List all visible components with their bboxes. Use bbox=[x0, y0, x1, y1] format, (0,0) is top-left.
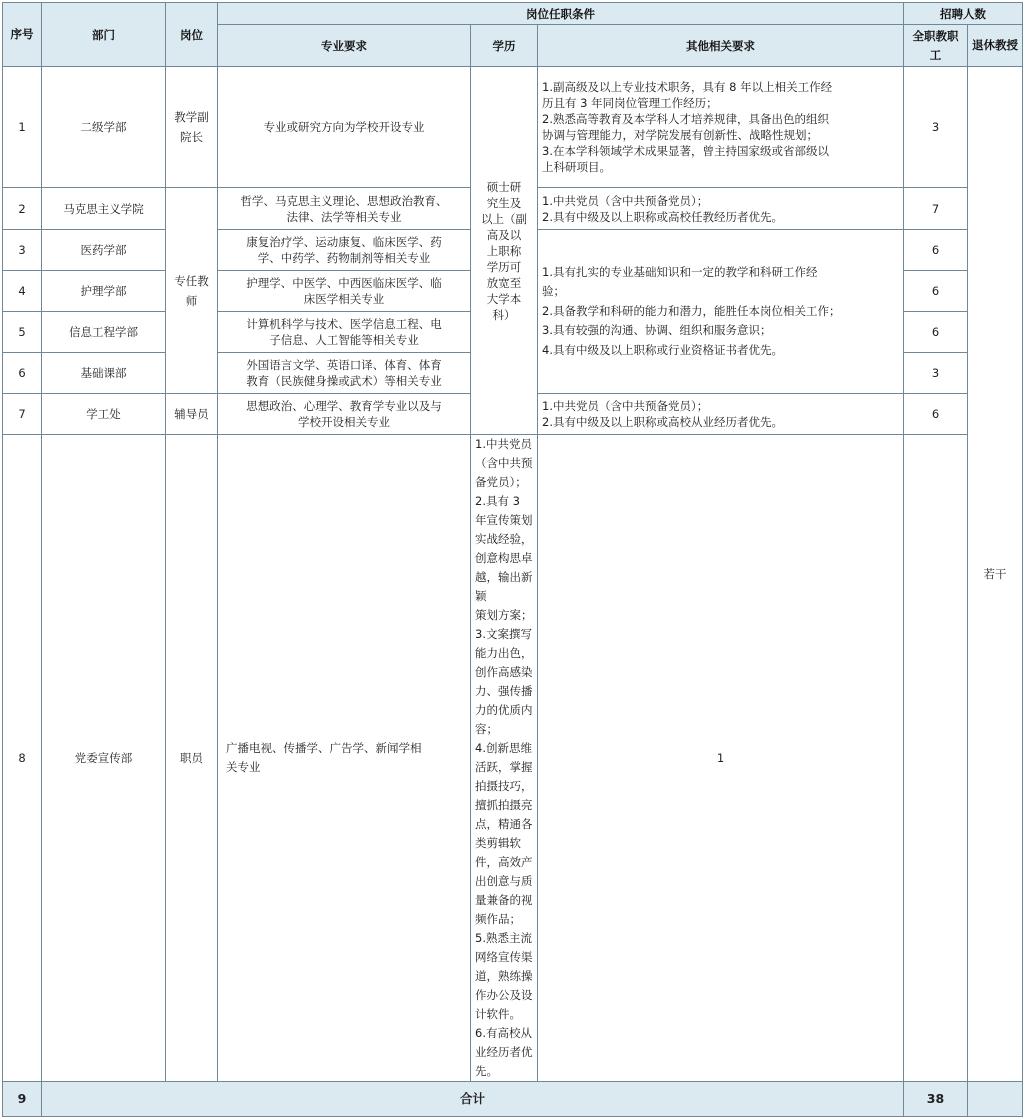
cell-degree-shared: 硕士研 究生及 以上（副 高及以 上职称 学历可 放宽至 大学本 科） bbox=[471, 67, 538, 435]
cell-seq: 6 bbox=[3, 353, 42, 394]
cell-fulltime: 3 bbox=[904, 353, 968, 394]
cell-retired-shared: 若干 bbox=[968, 67, 1023, 1082]
cell-seq: 5 bbox=[3, 312, 42, 353]
cell-other: 1.副高级及以上专业技术职务，具有 8 年以上相关工作经 历且有 3 年同岗位管理工作经历； 2.熟悉高等教育及本学科人才培养规律，具备出色的组织 协调与管理能力，对学院发展有创新性、战略性规划； 3.在本学科领域学术成果显著，曾主持国家级或省部级以 上科研项目。 bbox=[538, 67, 904, 188]
cell-major: 思想政治、心理学、教育学专业以及与 学校开设相关专业 bbox=[218, 394, 471, 435]
cell-major: 哲学、马克思主义理论、思想政治教育、 法律、法学等相关专业 bbox=[218, 188, 471, 230]
cell-seq: 7 bbox=[3, 394, 42, 435]
cell-dept: 二级学部 bbox=[42, 67, 166, 188]
cell-seq: 9 bbox=[3, 1082, 42, 1117]
header-position: 岗位 bbox=[166, 3, 218, 67]
cell-seq: 8 bbox=[3, 435, 42, 1082]
cell-dept: 基础课部 bbox=[42, 353, 166, 394]
cell-dept: 信息工程学部 bbox=[42, 312, 166, 353]
header-fulltime: 全职教职工 bbox=[904, 25, 968, 67]
header-other: 其他相关要求 bbox=[538, 25, 904, 67]
cell-major: 计算机科学与技术、医学信息工程、电 子信息、人工智能等相关专业 bbox=[218, 312, 471, 353]
cell-seq: 2 bbox=[3, 188, 42, 230]
cell-position: 专任教师 bbox=[166, 188, 218, 394]
cell-other: 1.中共党员（含中共预备党员）； 2.具有中级及以上职称或高校任教经历者优先。 bbox=[538, 188, 904, 230]
header-dept: 部门 bbox=[42, 3, 166, 67]
cell-position: 教学副院长 bbox=[166, 67, 218, 188]
total-retired bbox=[968, 1082, 1023, 1117]
cell-dept: 学工处 bbox=[42, 394, 166, 435]
cell-fulltime: 6 bbox=[904, 230, 968, 271]
header-major: 专业要求 bbox=[218, 25, 471, 67]
header-conditions: 岗位任职条件 bbox=[218, 3, 904, 25]
header-degree: 学历 bbox=[471, 25, 538, 67]
cell-fulltime: 6 bbox=[904, 312, 968, 353]
total-row bbox=[3, 1082, 1023, 1117]
cell-dept: 马克思主义学院 bbox=[42, 188, 166, 230]
recruitment-table bbox=[2, 2, 1023, 1117]
cell-position: 辅导员 bbox=[166, 394, 218, 435]
header-recruit-count: 招聘人数 bbox=[904, 3, 1023, 25]
cell-major: 外国语言文学、英语口译、体育、体育 教育（民族健身操或武术）等相关专业 bbox=[218, 353, 471, 394]
cell-fulltime: 7 bbox=[904, 188, 968, 230]
total-label: 合计 bbox=[42, 1082, 904, 1117]
cell-dept: 党委宣传部 bbox=[42, 435, 166, 1082]
cell-fulltime: 1 bbox=[538, 435, 904, 1082]
cell-other: 1.中共党员（含中共预备党员）； 2.具有中级及以上职称或高校从业经历者优先。 bbox=[538, 394, 904, 435]
cell-seq: 3 bbox=[3, 230, 42, 271]
header-seq: 序号 bbox=[3, 3, 42, 67]
table-row bbox=[3, 435, 1023, 1082]
cell-major: 专业或研究方向为学校开设专业 bbox=[218, 67, 471, 188]
cell-position: 职员 bbox=[166, 435, 218, 1082]
cell-major: 广播电视、传播学、广告学、新闻学相 关专业 bbox=[218, 435, 471, 1082]
cell-dept: 护理学部 bbox=[42, 271, 166, 312]
cell-seq: 1 bbox=[3, 67, 42, 188]
header-retired: 退休教授 bbox=[968, 25, 1023, 67]
cell-fulltime: 6 bbox=[904, 271, 968, 312]
cell-major: 康复治疗学、运动康复、临床医学、药 学、中药学、药物制剂等相关专业 bbox=[218, 230, 471, 271]
total-fulltime: 38 bbox=[904, 1082, 968, 1117]
table-row bbox=[3, 67, 1023, 188]
cell-dept: 医药学部 bbox=[42, 230, 166, 271]
cell-fulltime: 3 bbox=[904, 67, 968, 188]
cell-other: 1.中共党员（含中共预备党员）； 2.具有 3 年宣传策划实战经验，创意构思卓越，输出新颖 策划方案； 3.文案撰写能力出色，创作高感染力、强传播力的优质内 容； 4.创新思维活跃，掌握拍摄技巧，擅抓拍摄亮点，精通各 类剪辑软件，高效产出创意与质量兼备的视频作品； 5.熟悉主流网络宣传渠道，熟练操作办公及设计软件。 6.有高校从业经历者优先。 bbox=[471, 435, 538, 1082]
cell-fulltime: 6 bbox=[904, 394, 968, 435]
cell-seq: 4 bbox=[3, 271, 42, 312]
cell-other-shared: 1.具有扎实的专业基础知识和一定的教学和科研工作经 验； 2.具备教学和科研的能力和潜力，能胜任本岗位相关工作； 3.具有较强的沟通、协调、组织和服务意识； 4.具有中级及以上职称或行业资格证书者优先。 bbox=[538, 230, 904, 394]
cell-major: 护理学、中医学、中西医临床医学、临 床医学相关专业 bbox=[218, 271, 471, 312]
